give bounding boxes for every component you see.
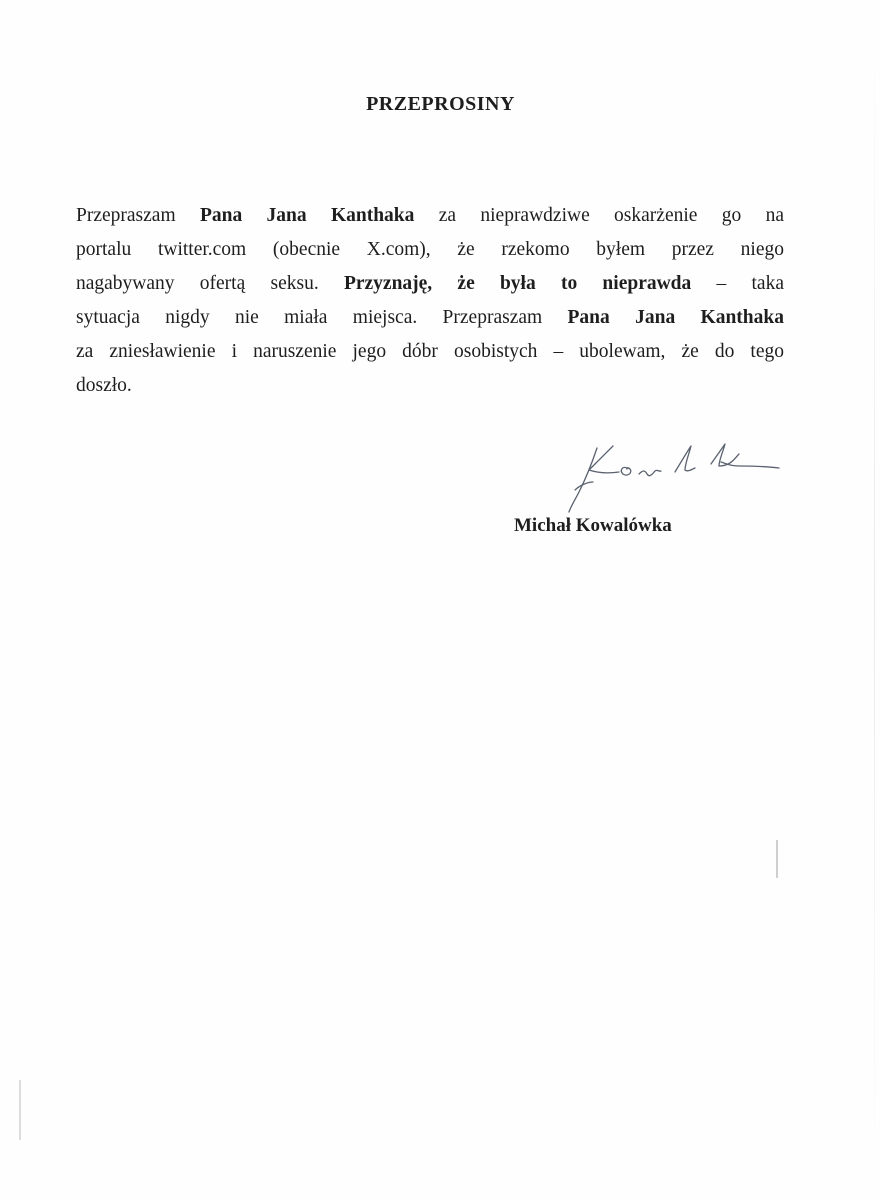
body-text-segment: nagabywany ofertą seksu. [76,273,344,294]
body-line [76,301,784,335]
body-line [76,233,784,267]
body-text-segment: Przepraszam [76,205,200,226]
signer-name: Michał Kowalówka [514,515,672,536]
emphasized-text: Pana Jana Kanthaka [567,307,784,328]
body-text-segment: za zniesławienie i naruszenie jego dóbr osobistych – ubolewam, że do tego [76,341,784,362]
scan-mark [19,1080,21,1140]
body-line [76,335,784,369]
body-text-segment: za nieprawdziwe oskarżenie go na [414,205,784,226]
scan-edge [874,0,875,1200]
body-line [76,267,784,301]
body-text-segment: doszło. [76,375,132,396]
scan-mark [776,840,778,878]
body-text-segment: sytuacja nigdy nie miała miejsca. Przepraszam [76,307,568,328]
body-text-segment: – taka [691,273,784,294]
handwritten-signature-icon [535,436,790,526]
emphasized-text: Pana Jana Kanthaka [199,205,415,226]
body-line [76,199,784,233]
document-body [76,199,784,403]
document-title: PRZEPROSINY [366,93,515,115]
body-line [76,369,784,403]
body-text-segment: portalu twitter.com (obecnie X.com), że rzekomo byłem przez niego [76,239,784,260]
emphasized-text: Przyznaję, że była to nieprawda [343,273,692,294]
